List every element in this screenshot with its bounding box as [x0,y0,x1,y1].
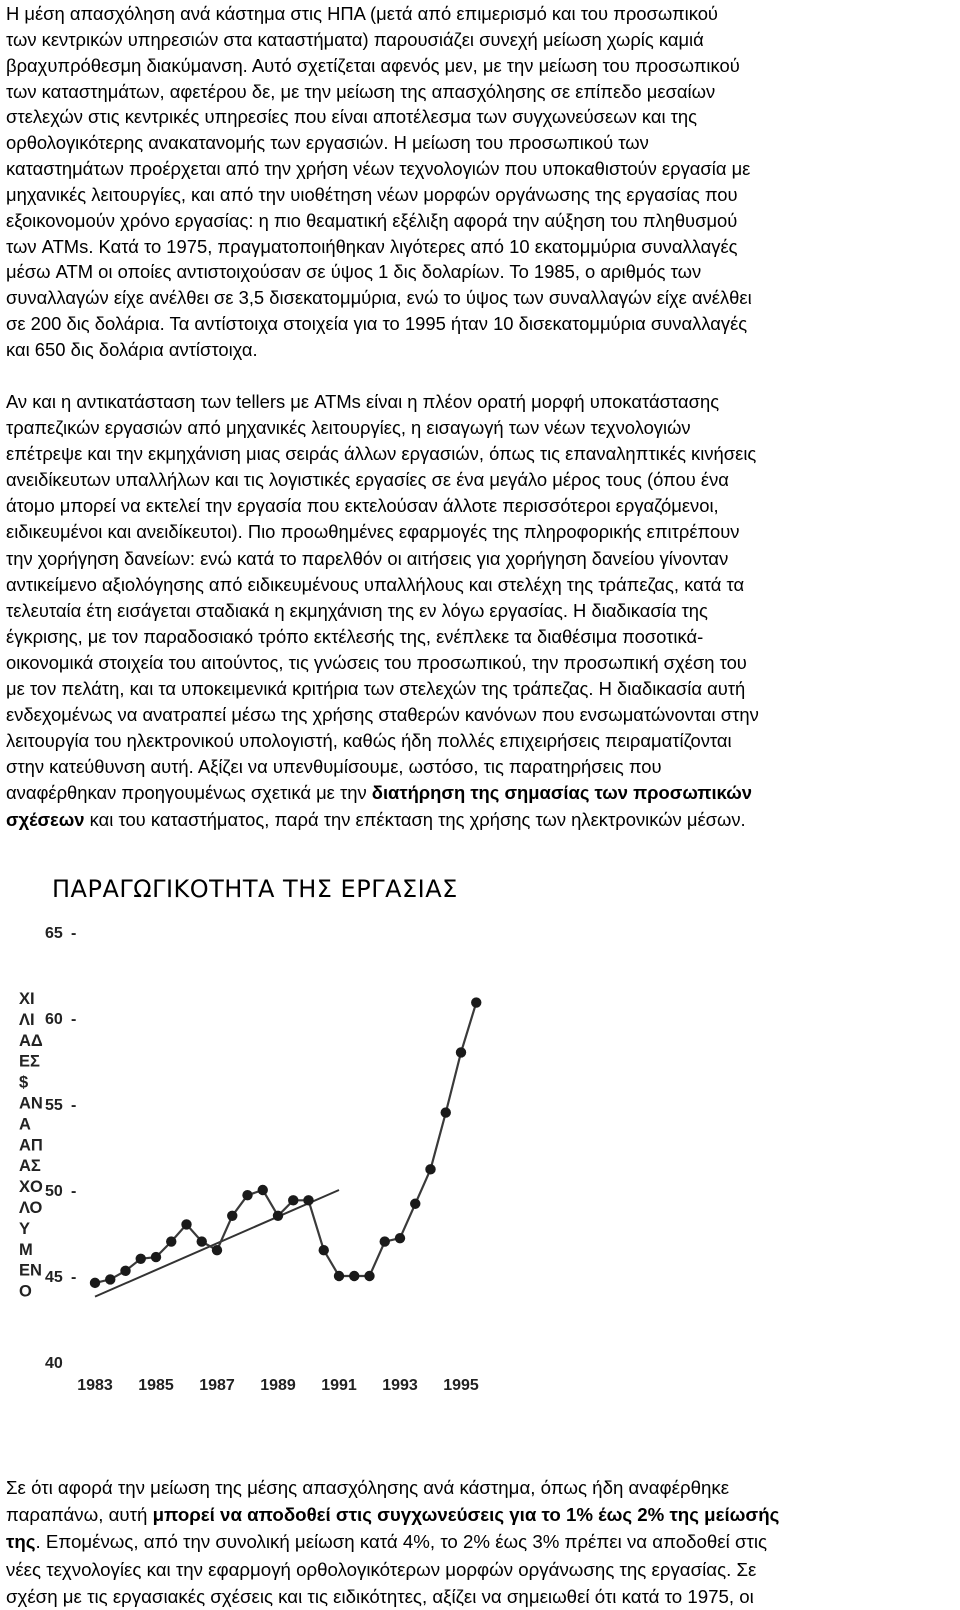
text-line: στην κατεύθυνση αυτή. Αξίζει να υπενθυμίσουμε, ωστόσο, τις παρατηρήσεις που [6,756,662,778]
text-line: σχέση με τις εργασιακές σχέσεις και τις ειδικότητες, αξίζει να σημειωθεί ότι κατά το 1975, οι [6,1585,754,1607]
text-line: μηχανικές λειτουργίες, και από την υιοθέτηση νέων μορφών οργάνωσης της εργασίας που [6,183,738,205]
y-axis-label-line: ΑΠ [19,1136,43,1155]
text-line: . Επομένως, από την συνολική μείωση κατά 4%, το 2% έως 3% πρέπει να αποδοθεί στις [35,1531,768,1553]
bold-emphasis: της [6,1531,36,1553]
data-point [441,1107,451,1117]
y-axis-label-line: Υ [19,1219,31,1238]
data-point [319,1245,329,1255]
paragraph-mergers [6,1474,954,1610]
text-line: παραπάνω, αυτή [6,1504,153,1526]
x-tick-label: 1989 [260,1377,296,1394]
data-point [456,1047,466,1057]
data-point [395,1233,405,1243]
data-point [120,1266,130,1276]
paragraph-employment [6,1,954,363]
text-line: άτομο μπορεί να εκτελεί την εργασία που εκτελούσαν άλλοτε περισσότεροι εργαζόμενοι, [6,495,719,517]
x-tick-label: 1985 [138,1377,174,1394]
y-tick-dash: - [71,1183,77,1200]
y-tick-label: 55 [45,1097,63,1114]
y-axis-label-line: ΕΣ [19,1052,40,1071]
data-point [151,1252,161,1262]
text-line: επέτρεψε και την εκμηχάνιση μιας σειράς άλλων εργασιών, όπως τις επαναληπτικές κινήσεις [6,443,757,465]
text-line: οικονομικά στοιχεία του αιτούντος, τις γνώσεις του προσωπικού, την προσωπική σχέση του [6,651,747,673]
y-axis-label [19,990,43,1301]
data-points [90,997,482,1288]
y-tick-label: 60 [45,1011,63,1028]
chart-title: ΠΑΡΑΓΩΓΙΚΟΤΗΤΑ ΤΗΣ ΕΡΓΑΣΙΑΣ [52,875,458,903]
data-point [105,1274,115,1284]
text-line: έγκρισης, με τον παραδοσιακό τρόπο εκτέλεσής της, ενέπλεκε τα διαθέσιμα ποσοτικά- [6,625,704,647]
text-line: την χορήγηση δανείων: ενώ κατά το παρελθόν οι αιτήσεις για χορήγηση δανείου γίνονταν [6,547,729,569]
y-tick-label: 40 [45,1355,63,1372]
text-line: βραχυπρόθεσμη διακύμανση. Αυτό σχετίζεται αφενός μεν, με την μείωση του προσωπικού [6,54,740,76]
y-tick-dash: - [71,1097,77,1114]
data-point [288,1195,298,1205]
data-point [380,1236,390,1246]
y-axis-label-line: ΛΟ [19,1199,43,1217]
y-tick-label: 65 [45,925,63,942]
x-tick-label: 1993 [382,1377,418,1394]
text-line: ενδεχομένως να ανατραπεί μέσω της χρήσης σταθερών κανόνων που ενσωματώνονται στην [6,704,759,726]
productivity-chart [0,875,479,1420]
y-axis-label-line: ΧΙ [19,990,35,1008]
y-axis-label-line: ΧΟ [19,1178,43,1197]
data-point [197,1236,207,1246]
text-line: τελευταία έτη εισάγεται σταδιακά η εκμηχάνιση της εν λόγω εργασίας. Η διαδικασία της [6,599,708,621]
text-line: σε 200 δις δολάρια. Τα αντίστοιχα στοιχεία για το 1995 ήταν 10 δισεκατομμύρια συναλλαγές [6,313,748,335]
data-point [258,1185,268,1195]
data-point [136,1254,146,1264]
text-line: και 650 δις δολάρια αντίστοιχα. [6,338,258,360]
text-line: των κεντρικών υπηρεσιών στα καταστήματα) παρουσιάζει συνεχή μείωση χωρίς καμιά [6,28,704,50]
data-point [364,1271,374,1281]
trend-line [95,1190,339,1297]
y-tick-dash: - [71,1011,77,1028]
data-point [410,1199,420,1209]
data-point [273,1211,283,1221]
y-axis-label-line: Μ [19,1240,33,1259]
text-line: τραπεζικών εργασιών από μηχανικές λειτουργίες, η εισαγωγή των νέων τεχνολογιών [6,417,691,439]
paragraph-automation [6,389,954,833]
text-line: αναφέρθηκαν προηγουμένως σχετικά με την [6,782,372,804]
text-line: εξοικονομούν χρόνο εργασίας: η πιο θεαματική εξέλιξη αφορά την αύξηση του πληθυσμού [6,209,738,231]
bold-emphasis: μπορεί να αποδοθεί στις συγχωνεύσεις για το 1% έως 2% της μείωσής [152,1504,780,1526]
y-axis-label-line: ΛΙ [19,1010,35,1029]
y-axis-label-line: ΕΝ [19,1261,42,1280]
text-line: ανειδίκευτων υπαλλήλων και τις λογιστικές εργασίες σε ένα μεγάλο μέρος τους (όπου ένα [6,469,729,491]
y-axis-ticks [45,925,76,1372]
text-line: μέσω ATM οι οποίες αντιστοιχούσαν σε ύψος 1 δις δολαρίων. Το 1985, ο αριθμός των [6,261,702,283]
data-point [166,1236,176,1246]
text-line: λειτουργία του ηλεκτρονικού υπολογιστή, καθώς ήδη πολλές επιχειρήσεις πειραματίζονται [6,730,732,752]
y-tick-label: 45 [45,1269,63,1286]
bold-emphasis: διατήρηση της σημασίας των προσωπικών [371,782,752,804]
y-axis-label-line: ΑΔ [19,1031,43,1050]
text-line: των καταστημάτων, αφετέρου δε, με την μείωση της απασχόλησης σε επίπεδο μεσαίων [6,80,716,102]
text-line: ειδικευμένοι και ανειδίκευτοι). Πιο προωθημένες εφαρμογές της πληροφορικής επιτρέπουν [6,521,740,543]
text-line: με τον πελάτη, και τα υποκειμενικά κριτήρια των στελεχών της τράπεζας. Η διαδικασία αυτή [6,678,746,700]
y-tick-dash: - [71,1269,77,1286]
y-axis-label-line: ΑΝ [19,1094,43,1113]
text-line: Αν και η αντικατάσταση των tellers με ATMs είναι η πλέον ορατή μορφή υποκατάστασης [6,391,720,412]
text-line: στελεχών στις κεντρικές υπηρεσίες που είναι αποτέλεσμα των συγχωνεύσεων και της [6,106,698,128]
data-point [181,1219,191,1229]
x-tick-label: 1991 [321,1377,357,1394]
y-axis-label-line: Α [19,1115,31,1134]
data-point [303,1195,313,1205]
x-tick-label: 1995 [443,1377,479,1394]
x-tick-label: 1987 [199,1377,235,1394]
x-axis-ticks [77,1377,479,1394]
x-tick-label: 1983 [77,1377,113,1394]
data-point [425,1164,435,1174]
text-line: και του καταστήματος, παρά την επέκταση της χρήσης των ηλεκτρονικών μέσων. [84,808,746,830]
series-line [95,1003,476,1283]
data-point [471,997,481,1007]
data-point [90,1278,100,1288]
y-tick-label: 50 [45,1183,63,1200]
data-point [349,1271,359,1281]
text-line: των ATMs. Κατά το 1975, πραγματοποιήθηκαν λιγότερες από 10 εκατομμύρια συναλλαγές [6,235,738,257]
text-line: καταστημάτων προέρχεται από την χρήση νέων τεχνολογιών που υποκαθιστούν εργασία με [6,158,751,180]
text-line: Η μέση απασχόληση ανά κάστημα στις ΗΠΑ (μετά από επιμερισμό και του προσωπικού [6,3,718,24]
y-axis-label-line: ΑΣ [19,1157,41,1176]
data-point [334,1271,344,1281]
bold-emphasis: σχέσεων [6,808,85,830]
y-axis-label-line: Ο [19,1282,32,1301]
data-point [212,1245,222,1255]
data-point [227,1211,237,1221]
text-line: νέες τεχνολογίες και την εφαρμογή ορθολογικότερων μορφών οργάνωσης της εργασίας. Σε [6,1558,757,1580]
text-line: ορθολογικότερης ανακατανομής των εργασιών. Η μείωση του προσωπικού των [6,132,649,154]
data-point [242,1190,252,1200]
text-line: Σε ότι αφορά την μείωση της μέσης απασχόλησης ανά κάστημα, όπως ήδη αναφέρθηκε [6,1477,730,1498]
y-tick-dash: - [71,925,77,942]
text-line: συναλλαγών είχε ανέλθει σε 3,5 δισεκατομμύρια, ενώ το ύψος των συναλλαγών είχε ανέλθει [6,287,752,309]
text-line: αντικείμενο αξιολόγησης από ειδικευμένους υπαλλήλους και στελέχη της τράπεζας, κατά τα [6,573,745,595]
y-axis-label-line: $ [19,1073,29,1092]
